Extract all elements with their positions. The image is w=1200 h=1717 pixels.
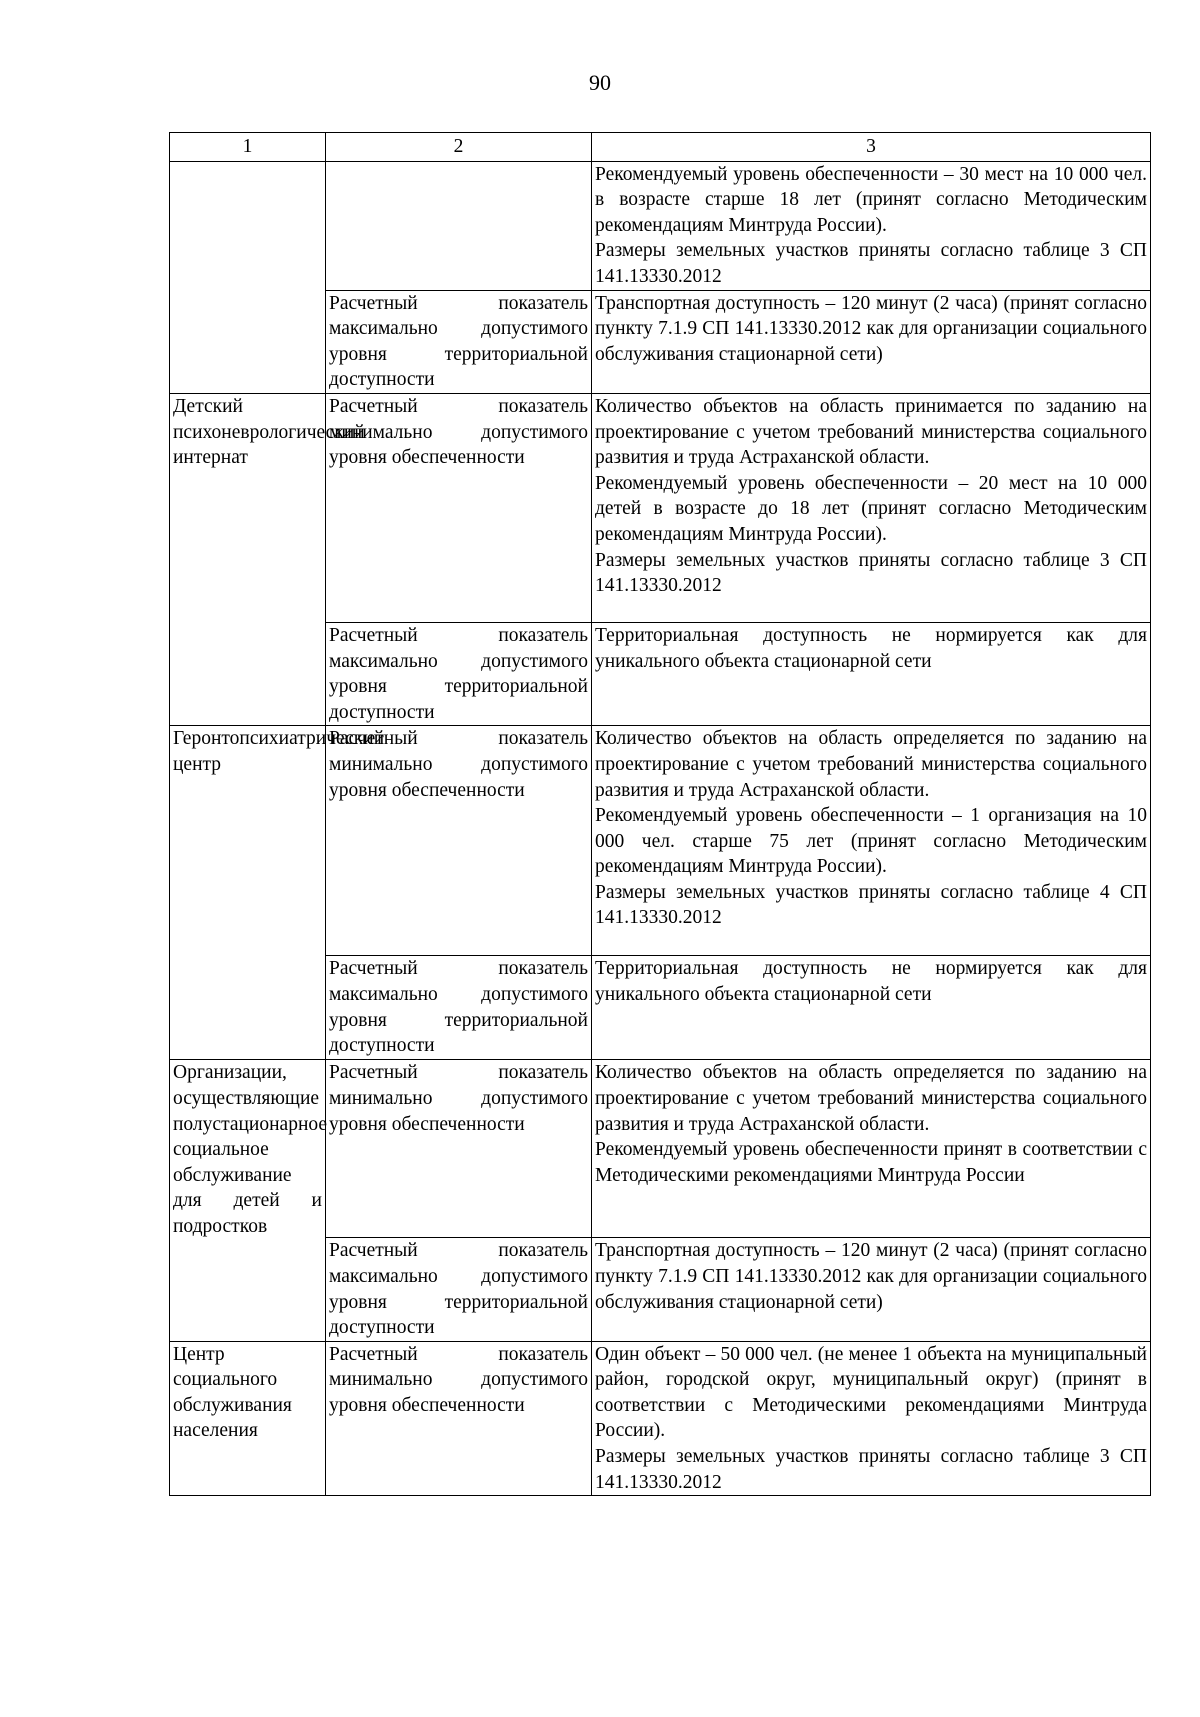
value-cell xyxy=(592,622,1151,725)
value-paragraph: Рекомендуемый уровень обеспеченности – 20 мест на 10 000 детей в возрасте до 18 лет (принят согласно Методическим рекомендациям Минтруда России). xyxy=(595,472,1147,545)
value-cell xyxy=(592,1060,1151,1238)
table-row xyxy=(170,726,1151,956)
table-row xyxy=(170,1060,1151,1238)
value-cell xyxy=(592,290,1151,393)
object-type-cell: Геронтопсихиатрический центр xyxy=(170,726,326,1060)
value-cell xyxy=(592,956,1151,1060)
table-row xyxy=(170,161,1151,290)
value-paragraph: Территориальная доступность не нормируется как для уникального объекта стационарной сети xyxy=(595,624,1147,672)
value-cell xyxy=(592,726,1151,956)
value-paragraph: Рекомендуемый уровень обеспеченности – 30 мест на 10 000 чел. в возрасте старше 18 лет (принят согласно Методическим рекомендациям Минтруда России). xyxy=(595,163,1147,236)
object-type-cell: Центр социального обслуживания населения xyxy=(170,1341,326,1496)
value-paragraph: Размеры земельных участков приняты согласно таблице 3 СП 141.13330.2012 xyxy=(595,549,1147,597)
page-number: 90 xyxy=(589,70,611,95)
value-paragraph: Транспортная доступность – 120 минут (2 часа) (принят согласно пункту 7.1.9 СП 141.13330.2012 как для организации социального обслуживания стационарной сети) xyxy=(595,1240,1147,1313)
value-paragraph: Количество объектов на область определяется по заданию на проектирование с учетом требований министерства социального развития и труда Астраханской области. xyxy=(595,1062,1147,1135)
value-cell xyxy=(592,161,1151,290)
value-paragraph: Количество объектов на область принимается по заданию на проектирование с учетом требований министерства социального развития и труда Астраханской области. xyxy=(595,395,1147,469)
table-row xyxy=(170,393,1151,622)
value-paragraph: Территориальная доступность не нормируется как для уникального объекта стационарной сети xyxy=(595,958,1147,1005)
indicator-cell: Расчетный показатель минимально допустимого уровня обеспеченности xyxy=(326,1060,592,1238)
object-type-cell: Организации, осуществляющие полустационарное социальное обслуживание для детей и подростков xyxy=(170,1060,326,1341)
header-col-3: 3 xyxy=(592,133,1151,162)
value-paragraph: Один объект – 50 000 чел. (не менее 1 объекта на муниципальный район, городской округ, муниципальный округ) (принят в соответствии с Методическими рекомендациями Минтруда России). xyxy=(595,1343,1147,1442)
value-paragraph: Количество объектов на область определяется по заданию на проектирование с учетом требований министерства социального развития и труда Астраханской области. xyxy=(595,728,1147,801)
object-type-cell: Детский психоневрологический интернат xyxy=(170,393,326,725)
table-row xyxy=(170,1341,1151,1496)
indicator-cell xyxy=(326,161,592,290)
value-paragraph: Размеры земельных участков приняты согласно таблице 3 СП 141.13330.2012 xyxy=(595,240,1147,287)
indicator-cell: Расчетный показатель минимально допустимого уровня обеспеченности xyxy=(326,726,592,956)
indicator-cell: Расчетный показатель максимально допустимого уровня территориальной доступности xyxy=(326,290,592,393)
indicator-cell: Расчетный показатель минимально допустимого уровня обеспеченности xyxy=(326,393,592,622)
value-cell xyxy=(592,393,1151,622)
value-paragraph: Размеры земельных участков приняты согласно таблице 3 СП 141.13330.2012 xyxy=(595,1446,1147,1493)
value-paragraph: Рекомендуемый уровень обеспеченности принят в соответствии с Методическими рекомендациями Минтруда России xyxy=(595,1139,1147,1186)
header-col-2: 2 xyxy=(326,133,592,162)
value-cell xyxy=(592,1341,1151,1496)
header-col-1: 1 xyxy=(170,133,326,162)
value-paragraph: Размеры земельных участков приняты согласно таблице 4 СП 141.13330.2012 xyxy=(595,881,1147,929)
object-type-cell xyxy=(170,161,326,393)
value-paragraph: Рекомендуемый уровень обеспеченности – 1 организация на 10 000 чел. старше 75 лет (принят согласно Методическим рекомендациям Минтруда России). xyxy=(595,805,1147,878)
value-cell xyxy=(592,1238,1151,1341)
indicator-cell: Расчетный показатель максимально допустимого уровня территориальной доступности xyxy=(326,622,592,725)
indicator-cell: Расчетный показатель минимально допустимого уровня обеспеченности xyxy=(326,1341,592,1496)
standards-table xyxy=(169,132,1151,1496)
indicator-cell: Расчетный показатель максимально допустимого уровня территориальной доступности xyxy=(326,1238,592,1341)
table-header-row xyxy=(170,133,1151,162)
value-paragraph: Транспортная доступность – 120 минут (2 часа) (принят согласно пункту 7.1.9 СП 141.13330.2012 как для организации социального обслуживания стационарной сети) xyxy=(595,292,1147,365)
indicator-cell: Расчетный показатель максимально допустимого уровня территориальной доступности xyxy=(326,956,592,1060)
